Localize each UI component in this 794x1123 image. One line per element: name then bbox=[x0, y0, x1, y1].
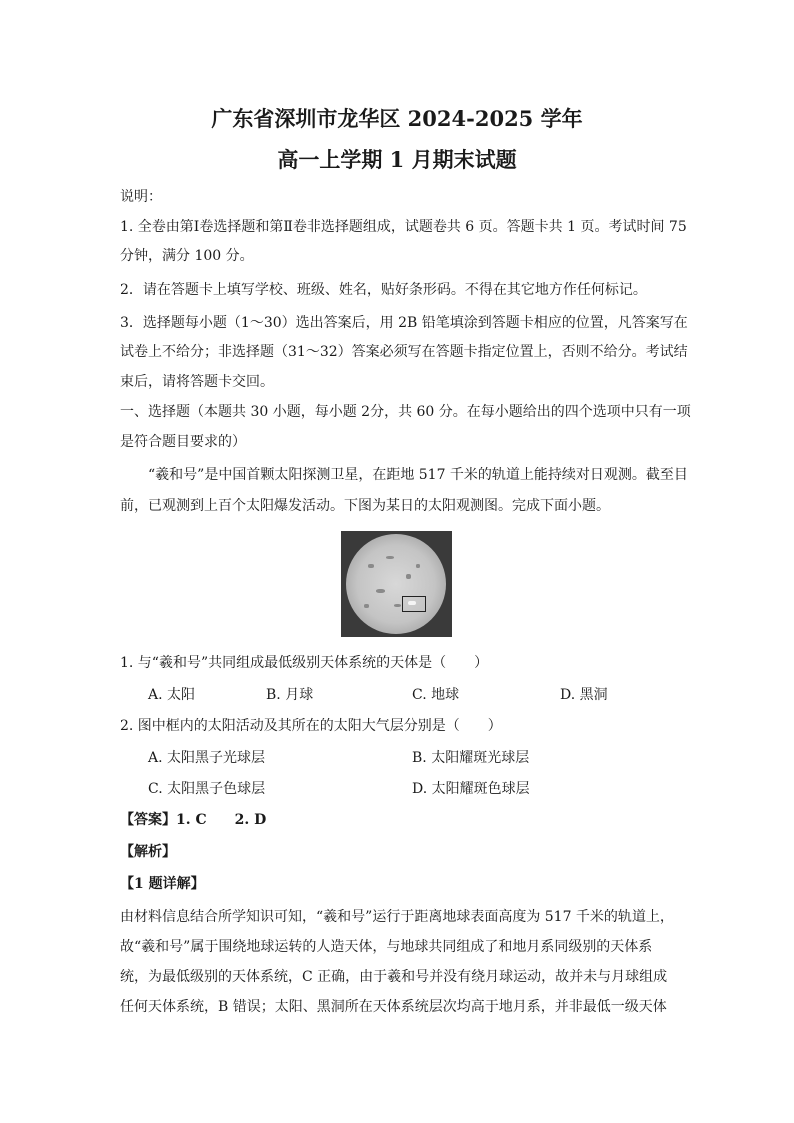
note-line: 3．选择题每小题（1～30）选出答案后，用 2B 铅笔填涂到答题卡相应的位置，凡答案写在 bbox=[120, 315, 688, 331]
note-line: 分钟，满分 100 分。 bbox=[120, 248, 254, 264]
material-paragraph-cont: 前，已观测到上百个太阳爆发活动。下图为某日的太阳观测图。完成下面小题。 bbox=[120, 498, 610, 514]
q2-option-b: B. 太阳耀斑光球层 bbox=[412, 750, 530, 766]
question-2-stem: 2. 图中框内的太阳活动及其所在的太阳大气层分别是（ ） bbox=[120, 718, 502, 734]
q2-option-d: D. 太阳耀斑色球层 bbox=[412, 781, 530, 797]
notes-heading: 说明： bbox=[120, 189, 162, 205]
note-line: 2．请在答题卡上填写学校、班级、姓名，贴好条形码。不得在其它地方作任何标记。 bbox=[120, 282, 647, 298]
analysis-line: 统，为最低级别的天体系统，C 正确，由于羲和号并没有绕月球运动，故并未与月球组成 bbox=[120, 969, 668, 985]
note-line: 1. 全卷由第Ⅰ卷选择题和第Ⅱ卷非选择题组成，试题卷共 6 页。答题卡共 1 页。考试时间 75 bbox=[120, 219, 687, 235]
answer-line: 【答案】1. C 2. D bbox=[120, 812, 267, 828]
analysis-line: 由材料信息结合所学知识可知，“羲和号”运行于距离地球表面高度为 517 千米的轨道上， bbox=[120, 909, 674, 925]
sun-observation-image bbox=[341, 531, 452, 637]
question-1-detail-heading: 【1 题详解】 bbox=[120, 876, 205, 892]
q1-option-b: B. 月球 bbox=[266, 687, 314, 703]
section-heading: 一、选择题（本题共 30 小题，每小题 2分，共 60 分。在每小题给出的四个选项中只有一项 bbox=[120, 404, 691, 420]
exam-title-line1: 广东省深圳市龙华区 2024-2025 学年 bbox=[211, 106, 583, 131]
q1-option-d: D. 黑洞 bbox=[560, 687, 608, 703]
question-1-stem: 1. 与“羲和号”共同组成最低级别天体系统的天体是（ ） bbox=[120, 655, 489, 671]
q1-option-a: A. 太阳 bbox=[148, 687, 196, 703]
sun-disk bbox=[346, 534, 446, 634]
flare-marker bbox=[408, 601, 416, 605]
section-heading-cont: 是符合题目要求的） bbox=[120, 434, 246, 450]
note-line: 试卷上不给分；非选择题（31～32）答案必须写在答题卡指定位置上，否则不给分。考试结 bbox=[120, 344, 688, 360]
material-paragraph: “羲和号”是中国首颗太阳探测卫星，在距地 517 千米的轨道上能持续对日观测。截至目 bbox=[148, 467, 688, 483]
note-line: 束后，请将答题卡交回。 bbox=[120, 374, 274, 390]
exam-title-line2: 高一上学期 1 月期末试题 bbox=[277, 147, 517, 172]
q2-option-c: C. 太阳黑子色球层 bbox=[148, 781, 266, 797]
q1-option-c: C. 地球 bbox=[412, 687, 460, 703]
analysis-heading: 【解析】 bbox=[120, 844, 176, 860]
analysis-line: 故“羲和号”属于围绕地球运转的人造天体，与地球共同组成了和地月系同级别的天体系 bbox=[120, 939, 653, 955]
analysis-line: 任何天体系统，B 错误；太阳、黑洞所在天体系统层次均高于地月系，并非最低一级天体 bbox=[120, 999, 667, 1015]
q2-option-a: A. 太阳黑子光球层 bbox=[148, 750, 266, 766]
